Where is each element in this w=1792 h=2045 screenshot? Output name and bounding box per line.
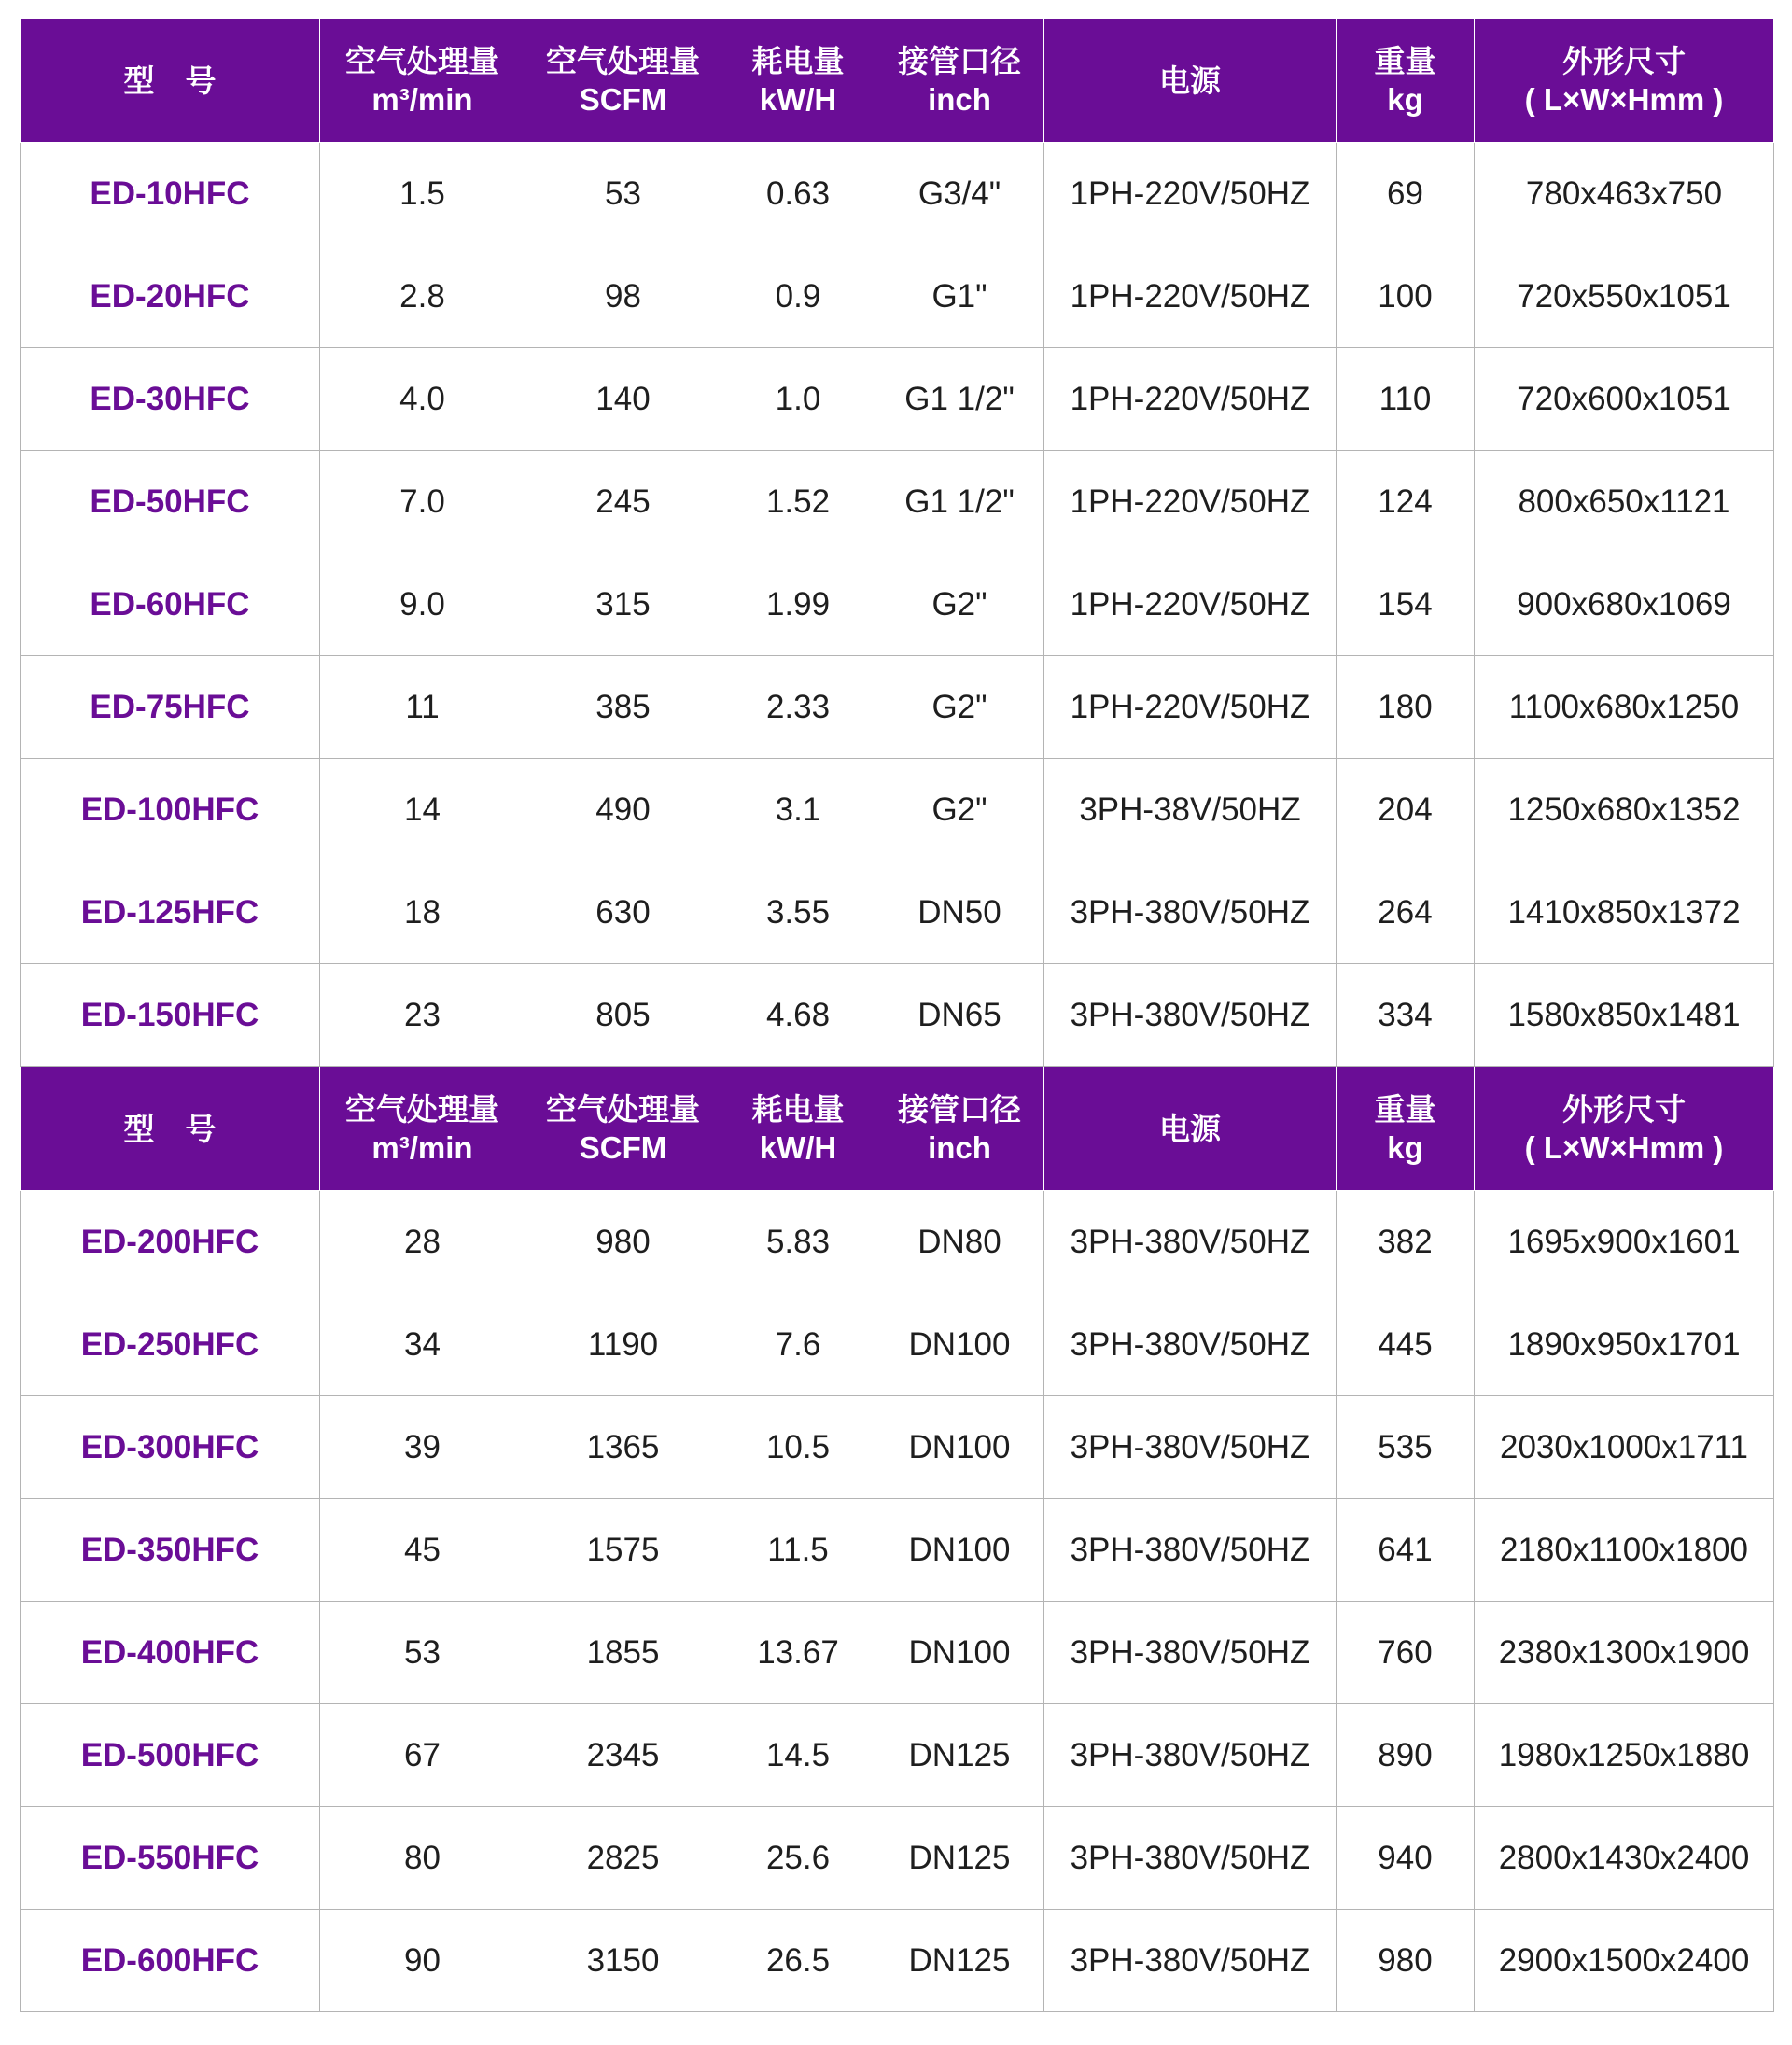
model-cell: ED-100HFC [21,759,320,861]
table-row [21,861,1774,964]
power-consumption-cell: 1.0 [721,348,875,451]
header-cell-power-supply: 电源 [1044,19,1337,143]
weight-cell: 382 [1337,1191,1475,1294]
air-flow-m3-cell: 45 [320,1499,525,1602]
table-row [21,759,1774,861]
dimensions-cell: 2800x1430x2400 [1475,1807,1774,1910]
pipe-size-cell: DN125 [875,1807,1044,1910]
table-row [21,245,1774,348]
model-cell: ED-20HFC [21,245,320,348]
weight-cell: 100 [1337,245,1475,348]
header-cell-air-flow-m3: 空气处理量 m³/min [320,19,525,143]
dimensions-cell: 1410x850x1372 [1475,861,1774,964]
table-row [21,964,1774,1067]
weight-cell: 154 [1337,553,1475,656]
pipe-size-cell: DN100 [875,1602,1044,1704]
model-cell: ED-50HFC [21,451,320,553]
air-flow-m3-cell: 1.5 [320,143,525,245]
air-flow-m3-cell: 18 [320,861,525,964]
header-cell-weight: 重量 kg [1337,1067,1475,1191]
air-flow-scfm-cell: 2345 [525,1704,721,1807]
air-flow-scfm-cell: 980 [525,1191,721,1294]
air-flow-m3-cell: 39 [320,1396,525,1499]
header-cell-air-flow-scfm: 空气处理量 SCFM [525,1067,721,1191]
pipe-size-cell: G1 1/2" [875,348,1044,451]
weight-cell: 124 [1337,451,1475,553]
power-supply-cell: 1PH-220V/50HZ [1044,143,1337,245]
table-row [21,553,1774,656]
model-cell: ED-350HFC [21,1499,320,1602]
power-supply-cell: 3PH-38V/50HZ [1044,759,1337,861]
air-flow-m3-cell: 53 [320,1602,525,1704]
pipe-size-cell: DN125 [875,1704,1044,1807]
power-consumption-cell: 11.5 [721,1499,875,1602]
weight-cell: 180 [1337,656,1475,759]
air-flow-m3-cell: 14 [320,759,525,861]
model-cell: ED-200HFC [21,1191,320,1294]
power-supply-cell: 1PH-220V/50HZ [1044,656,1337,759]
pipe-size-cell: G2" [875,759,1044,861]
power-consumption-cell: 14.5 [721,1704,875,1807]
air-flow-scfm-cell: 805 [525,964,721,1067]
model-cell: ED-250HFC [21,1294,320,1396]
air-flow-m3-cell: 67 [320,1704,525,1807]
model-cell: ED-60HFC [21,553,320,656]
header-cell-power-supply: 电源 [1044,1067,1337,1191]
weight-cell: 535 [1337,1396,1475,1499]
table-row [21,1910,1774,2012]
pipe-size-cell: DN125 [875,1910,1044,2012]
table-row [21,656,1774,759]
power-consumption-cell: 26.5 [721,1910,875,2012]
air-flow-m3-cell: 11 [320,656,525,759]
power-supply-cell: 3PH-380V/50HZ [1044,1704,1337,1807]
model-cell: ED-75HFC [21,656,320,759]
air-flow-m3-cell: 28 [320,1191,525,1294]
model-cell: ED-10HFC [21,143,320,245]
air-flow-scfm-cell: 53 [525,143,721,245]
air-flow-m3-cell: 90 [320,1910,525,2012]
power-supply-cell: 3PH-380V/50HZ [1044,861,1337,964]
air-flow-m3-cell: 9.0 [320,553,525,656]
air-flow-scfm-cell: 2825 [525,1807,721,1910]
power-supply-cell: 3PH-380V/50HZ [1044,964,1337,1067]
spec-table [20,18,1774,2012]
model-cell: ED-500HFC [21,1704,320,1807]
weight-cell: 204 [1337,759,1475,861]
pipe-size-cell: G2" [875,656,1044,759]
header-cell-power-consumption: 耗电量 kW/H [721,19,875,143]
air-flow-m3-cell: 23 [320,964,525,1067]
header-row [21,1067,1774,1191]
dimensions-cell: 2030x1000x1711 [1475,1396,1774,1499]
pipe-size-cell: DN65 [875,964,1044,1067]
power-consumption-cell: 1.52 [721,451,875,553]
model-cell: ED-400HFC [21,1602,320,1704]
header-cell-air-flow-scfm: 空气处理量 SCFM [525,19,721,143]
header-cell-dimensions: 外形尺寸 ( L×W×Hmm ) [1475,1067,1774,1191]
spec-table-body [21,19,1774,2012]
model-cell: ED-30HFC [21,348,320,451]
table-row [21,1807,1774,1910]
weight-cell: 760 [1337,1602,1475,1704]
power-consumption-cell: 1.99 [721,553,875,656]
table-row [21,1602,1774,1704]
pipe-size-cell: G2" [875,553,1044,656]
pipe-size-cell: DN80 [875,1191,1044,1294]
power-supply-cell: 1PH-220V/50HZ [1044,451,1337,553]
table-row [21,143,1774,245]
dimensions-cell: 900x680x1069 [1475,553,1774,656]
power-supply-cell: 3PH-380V/50HZ [1044,1807,1337,1910]
weight-cell: 445 [1337,1294,1475,1396]
air-flow-scfm-cell: 315 [525,553,721,656]
header-cell-weight: 重量 kg [1337,19,1475,143]
header-cell-power-consumption: 耗电量 kW/H [721,1067,875,1191]
power-supply-cell: 3PH-380V/50HZ [1044,1602,1337,1704]
air-flow-m3-cell: 80 [320,1807,525,1910]
table-row [21,1191,1774,1294]
air-flow-scfm-cell: 98 [525,245,721,348]
dimensions-cell: 2900x1500x2400 [1475,1910,1774,2012]
air-flow-m3-cell: 4.0 [320,348,525,451]
air-flow-m3-cell: 34 [320,1294,525,1396]
table-row [21,451,1774,553]
pipe-size-cell: DN100 [875,1396,1044,1499]
weight-cell: 69 [1337,143,1475,245]
air-flow-scfm-cell: 1365 [525,1396,721,1499]
air-flow-scfm-cell: 1855 [525,1602,721,1704]
dimensions-cell: 1890x950x1701 [1475,1294,1774,1396]
air-flow-scfm-cell: 245 [525,451,721,553]
power-supply-cell: 1PH-220V/50HZ [1044,553,1337,656]
dimensions-cell: 800x650x1121 [1475,451,1774,553]
dimensions-cell: 2180x1100x1800 [1475,1499,1774,1602]
air-flow-scfm-cell: 1190 [525,1294,721,1396]
weight-cell: 890 [1337,1704,1475,1807]
model-cell: ED-550HFC [21,1807,320,1910]
weight-cell: 334 [1337,964,1475,1067]
model-cell: ED-125HFC [21,861,320,964]
table-row [21,1396,1774,1499]
weight-cell: 110 [1337,348,1475,451]
weight-cell: 641 [1337,1499,1475,1602]
table-row [21,1499,1774,1602]
dimensions-cell: 2380x1300x1900 [1475,1602,1774,1704]
table-row [21,1294,1774,1396]
dimensions-cell: 1695x900x1601 [1475,1191,1774,1294]
header-cell-model: 型 号 [21,19,320,143]
pipe-size-cell: DN100 [875,1294,1044,1396]
power-supply-cell: 3PH-380V/50HZ [1044,1294,1337,1396]
header-cell-pipe-size: 接管口径 inch [875,19,1044,143]
air-flow-scfm-cell: 490 [525,759,721,861]
power-supply-cell: 3PH-380V/50HZ [1044,1499,1337,1602]
power-consumption-cell: 0.63 [721,143,875,245]
air-flow-scfm-cell: 140 [525,348,721,451]
header-cell-model: 型 号 [21,1067,320,1191]
model-cell: ED-600HFC [21,1910,320,2012]
power-consumption-cell: 7.6 [721,1294,875,1396]
table-row [21,1704,1774,1807]
pipe-size-cell: G3/4" [875,143,1044,245]
dimensions-cell: 720x550x1051 [1475,245,1774,348]
power-consumption-cell: 0.9 [721,245,875,348]
power-consumption-cell: 2.33 [721,656,875,759]
weight-cell: 980 [1337,1910,1475,2012]
table-row [21,348,1774,451]
dimensions-cell: 1100x680x1250 [1475,656,1774,759]
model-cell: ED-150HFC [21,964,320,1067]
weight-cell: 940 [1337,1807,1475,1910]
dimensions-cell: 1980x1250x1880 [1475,1704,1774,1807]
dimensions-cell: 1580x850x1481 [1475,964,1774,1067]
power-consumption-cell: 4.68 [721,964,875,1067]
pipe-size-cell: DN100 [875,1499,1044,1602]
weight-cell: 264 [1337,861,1475,964]
power-supply-cell: 3PH-380V/50HZ [1044,1910,1337,2012]
air-flow-scfm-cell: 630 [525,861,721,964]
pipe-size-cell: DN50 [875,861,1044,964]
header-cell-pipe-size: 接管口径 inch [875,1067,1044,1191]
air-flow-m3-cell: 7.0 [320,451,525,553]
power-supply-cell: 1PH-220V/50HZ [1044,348,1337,451]
model-cell: ED-300HFC [21,1396,320,1499]
pipe-size-cell: G1" [875,245,1044,348]
header-cell-air-flow-m3: 空气处理量 m³/min [320,1067,525,1191]
power-consumption-cell: 5.83 [721,1191,875,1294]
power-supply-cell: 1PH-220V/50HZ [1044,245,1337,348]
power-consumption-cell: 10.5 [721,1396,875,1499]
header-row [21,19,1774,143]
air-flow-scfm-cell: 385 [525,656,721,759]
header-cell-dimensions: 外形尺寸 ( L×W×Hmm ) [1475,19,1774,143]
power-consumption-cell: 3.55 [721,861,875,964]
air-flow-scfm-cell: 3150 [525,1910,721,2012]
pipe-size-cell: G1 1/2" [875,451,1044,553]
dimensions-cell: 1250x680x1352 [1475,759,1774,861]
power-supply-cell: 3PH-380V/50HZ [1044,1396,1337,1499]
air-flow-m3-cell: 2.8 [320,245,525,348]
dimensions-cell: 720x600x1051 [1475,348,1774,451]
power-consumption-cell: 3.1 [721,759,875,861]
dimensions-cell: 780x463x750 [1475,143,1774,245]
air-flow-scfm-cell: 1575 [525,1499,721,1602]
power-consumption-cell: 25.6 [721,1807,875,1910]
power-supply-cell: 3PH-380V/50HZ [1044,1191,1337,1294]
power-consumption-cell: 13.67 [721,1602,875,1704]
